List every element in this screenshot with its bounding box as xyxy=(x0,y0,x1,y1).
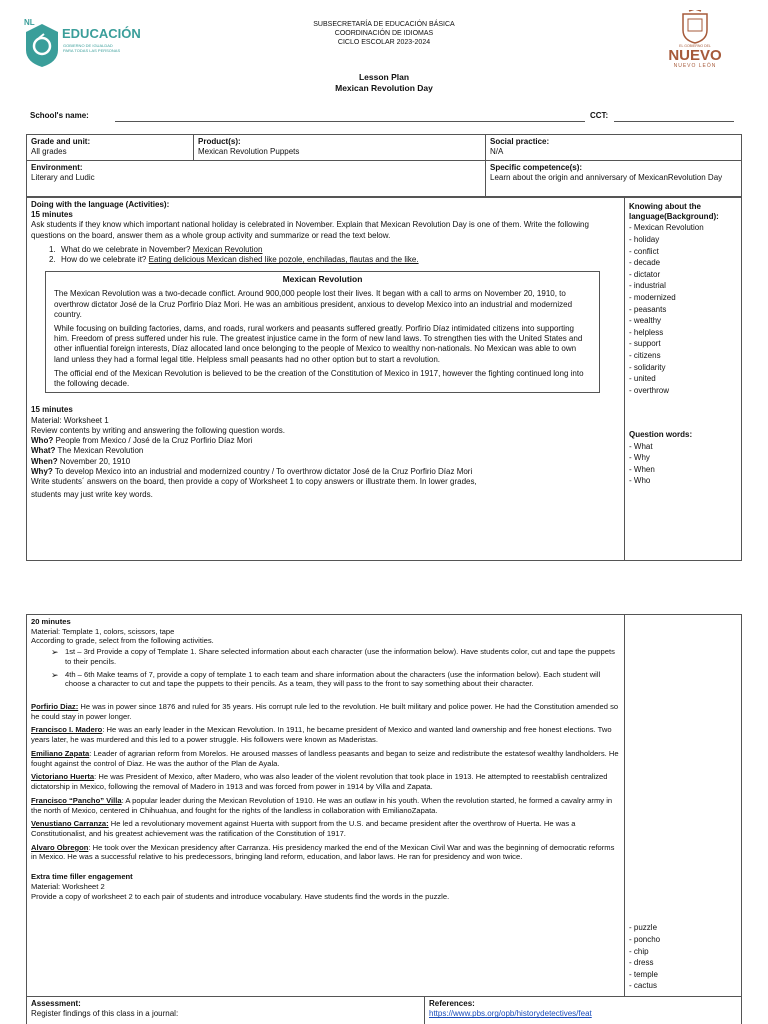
vocabulary-list-2 xyxy=(629,922,737,992)
character-name: Venustiano Carranza: xyxy=(31,819,109,829)
character-text: : He was an early leader in the Mexican Revolution. In 1911, he became president of Mexico and wanted land ownership and free honest elections. Two years later, he was murdered and this led to a power struggle. His followers were known as Maderistas. xyxy=(31,725,612,745)
header-line-1: SUBSECRETARÍA DE EDUCACIÓN BÁSICA xyxy=(313,21,455,28)
list-item: - dress xyxy=(629,958,654,968)
product-cell xyxy=(194,135,486,161)
review-text: Review contents by writing and answering the following question words. xyxy=(31,425,285,435)
when-answer: November 20, 1910 xyxy=(59,456,131,466)
social-cell xyxy=(486,135,742,161)
question-words-list xyxy=(629,441,737,487)
character-name: Emiliano Zapata xyxy=(31,748,90,758)
header-line-3: CICLO ESCOLAR 2023-2024 xyxy=(337,39,431,47)
header-line-2: COORDINACIÓN DE IDIOMAS xyxy=(334,30,434,38)
competence-label: Specific competence(s): xyxy=(490,163,583,172)
why-answer: To develop Mexico into an industrial and modernized country / To overthrow dictator José de la Cruz Porfirio Díaz Mori xyxy=(54,466,473,476)
page2-activities-cell xyxy=(27,615,625,997)
info-table xyxy=(26,134,742,197)
grade-label: Grade and unit: xyxy=(31,137,91,146)
what-line xyxy=(31,446,620,456)
list-item: - citizens xyxy=(629,351,661,360)
character-name: Porfirio Diaz: xyxy=(31,702,79,712)
arrow-bullet-icon: ➢ xyxy=(51,669,59,680)
question-2: How do we celebrate it? xyxy=(61,255,147,265)
activity-option-1: 1st – 3rd Provide a copy of Template 1. Share selected information about each character (use the information below). Have students color, cut and tape the puppets to their pencils. xyxy=(65,647,615,666)
assessment-cell xyxy=(27,997,425,1024)
who-line xyxy=(31,436,620,446)
school-name-field[interactable] xyxy=(115,121,585,122)
character-text: : He took over the Mexican presidency after Carranza. His presidency marked the end of the Mexican Civil War and was the beginning of democratic reforms in Mexico. He was a successful relative to his predecessors, bringing land reform, education, and labor laws. He ran for presidency and won twice. xyxy=(31,842,615,862)
list-item: - peasants xyxy=(629,304,667,314)
list-item: - Why xyxy=(629,453,650,463)
cct-field[interactable] xyxy=(614,121,734,122)
header-text xyxy=(250,20,518,47)
list-item: - poncho xyxy=(629,935,661,945)
time-2: 15 minutes xyxy=(31,405,73,415)
page-title xyxy=(250,72,518,95)
references-cell xyxy=(425,997,742,1024)
list-item: - Who xyxy=(629,476,651,486)
assessment-label: Assessment: xyxy=(31,999,81,1008)
character-bio xyxy=(31,749,620,768)
nuevo-leon-sub: NUEVO LEÓN xyxy=(673,63,717,70)
social-label: Social practice: xyxy=(490,137,550,146)
education-logo-text: EDUCACIÓN xyxy=(62,26,141,41)
material-2: Material: Template 1, colors, scissors, tape xyxy=(31,626,175,636)
question-1: What do we celebrate in November? xyxy=(61,244,191,254)
textbox-title: Mexican Revolution xyxy=(282,274,363,285)
title-line-2: Mexican Revolution Day xyxy=(335,83,433,94)
intro-text: Ask students if they know which important national holiday is celebrated in November. Explain that Mexican Revolution Day is one of them. Write the following questions on the board, answer them as a whole group activity and summarize or read the text below. xyxy=(31,220,589,240)
grade-value: All grades xyxy=(31,147,67,157)
list-item: - modernized xyxy=(629,293,676,303)
list-item: - What xyxy=(629,441,653,451)
who-label: Who? xyxy=(31,436,54,446)
write-text-2: students may just write key words. xyxy=(31,490,153,500)
assessment-table xyxy=(26,996,742,1024)
list-item xyxy=(31,647,620,666)
nuevo-leon-top-text: EL GOBIERNO DEL xyxy=(679,44,711,48)
list-item: - wealthy xyxy=(629,316,662,326)
activities-table xyxy=(26,197,742,561)
references-label: References: xyxy=(429,999,475,1008)
list-item: - temple xyxy=(629,969,658,979)
list-item: - conflict xyxy=(629,246,659,256)
character-text: He was in power since 1876 and ruled for 35 years. His corrupt rule led to the revolution. He built military and police power. He had the Constitution amended so he could stay in power longer. xyxy=(31,702,619,721)
vocabulary-list xyxy=(629,222,737,396)
character-bio xyxy=(31,702,620,721)
education-tagline-1: GOBIERNO DE IGUALDAD xyxy=(63,43,113,48)
page2-vocab-cell xyxy=(625,615,742,997)
grade-cell xyxy=(27,135,194,161)
character-bio xyxy=(31,819,620,838)
answer-2: Eating delicious Mexican dished like pozole, enchiladas, flautas and the like. xyxy=(148,255,419,265)
education-tagline-2: PARA TODAS LAS PERSONAS xyxy=(63,48,121,53)
list-item xyxy=(45,255,620,265)
character-name: Alvaro Obregon xyxy=(31,842,89,852)
list-item: - decade xyxy=(629,258,661,268)
material-3: Material: Worksheet 2 xyxy=(31,881,105,891)
list-number: 1. xyxy=(49,244,56,254)
when-label: When? xyxy=(31,456,58,466)
nuevo-leon-logo xyxy=(655,10,735,76)
why-label: Why? xyxy=(31,466,53,476)
character-bio xyxy=(31,796,620,815)
character-bio xyxy=(31,772,620,791)
when-line xyxy=(31,457,620,467)
product-label: Product(s): xyxy=(198,137,241,146)
list-item: - overthrow xyxy=(629,385,670,395)
character-text: : He was President of Mexico, after Madero, who was also leader of the violent revolution that took place in 1913. He attempted to reestablish centralized dictatorship in Mexico, following the removal of Madero in 1913 and was forced from power in 1914 by Villa and Zapata. xyxy=(31,772,608,792)
why-line xyxy=(31,467,620,477)
list-item: - support xyxy=(629,339,661,349)
list-item: - cactus xyxy=(629,981,658,991)
environment-cell xyxy=(27,161,486,197)
time-1: 15 minutes xyxy=(31,210,73,220)
character-text: He led a revolutionary movement against Huerta with support from the U.S. and became president after the overthrow of Huerta. He was a Constitutionalist, and his greatest achievement was the ratification of the Constitution of 1917. xyxy=(31,819,576,838)
nuevo-leon-name: NUEVO xyxy=(668,47,722,65)
environment-label: Environment: xyxy=(31,163,83,172)
question-words-heading: Question words: xyxy=(629,430,693,440)
list-item: - chip xyxy=(629,946,649,956)
textbox-paragraph: While focusing on building factories, dams, and roads, rural workers and peasants suffered greatly. Porfirio Díaz intimidated citizens into supporting him. Freedom of press suffered under his rule. The greatest injustice came in the form of new land laws. To strengthen ties with the United States and other influential foreign interests, Díaz allocated land once belonging to the people of Mexico to wealthy non-nationals. No Mexican was able to own land unless they had a formal legal title. Helpless small peasants had no other option but to start a revolution. xyxy=(54,323,583,364)
who-answer: People from Mexico / José de la Cruz Porfirio Díaz Mori xyxy=(55,436,253,446)
list-item: - puzzle xyxy=(629,923,658,933)
character-text: : Leader of agrarian reform from Morelos. He aroused masses of landless peasants and began to seize and redistribute the estatesof wealthy landholders. He fought against the control of Diaz. He was the author of the Plan de Ayala. xyxy=(31,748,619,768)
character-bio xyxy=(31,843,620,862)
page2-table xyxy=(26,614,742,997)
title-line-1: Lesson Plan xyxy=(358,72,410,82)
list-item: - Mexican Revolution xyxy=(629,223,704,233)
textbox-paragraph: The official end of the Mexican Revolution is believed to be the creation of the Constitution of Mexico in 1917, however the fighting continued long into the following decade. xyxy=(54,368,584,389)
list-item: - When xyxy=(629,464,655,474)
filler-heading: Extra time filler engagement xyxy=(31,872,133,882)
character-list xyxy=(31,702,620,862)
environment-value: Literary and Ludic xyxy=(31,173,95,183)
character-bio xyxy=(31,725,620,744)
list-item: - dictator xyxy=(629,269,661,279)
time-3: 20 minutes xyxy=(31,617,71,626)
competence-value: Learn about the origin and anniversary of MexicanRevolution Day xyxy=(490,173,723,183)
list-item xyxy=(31,670,620,689)
character-text: : A popular leader during the Mexican Revolution of 1910. He was an outlaw in his youth. When the revolution started, he formed a cavalry army in the north of Mexico, centered in Chihuahua, and fought for the rights of the landless in collaboration with EmilianoZapata. xyxy=(31,795,613,815)
education-logo xyxy=(22,20,162,70)
activities-heading: Doing with the language (Activities): xyxy=(31,200,170,209)
material-1: Material: Worksheet 1 xyxy=(31,415,109,425)
list-item: - helpless xyxy=(629,327,664,337)
write-text-1: Write students´ answers on the board, then provide a copy of Worksheet 1 to copy answers or illustrate them. In lower grades, xyxy=(31,477,477,487)
arrow-bullet-icon: ➢ xyxy=(51,647,59,658)
coat-of-arms-icon xyxy=(681,10,709,44)
background-heading: Knowing about the language(Background): xyxy=(629,202,719,222)
character-name: Francisco I. Madero xyxy=(31,725,103,735)
list-item: - solidarity xyxy=(629,362,666,372)
mexican-revolution-textbox xyxy=(45,271,600,393)
list-item xyxy=(45,245,620,255)
character-name: Victoriano Huerta xyxy=(31,772,95,782)
what-answer: The Mexican Revolution xyxy=(57,446,144,456)
social-value: N/A xyxy=(490,147,504,157)
activities-cell xyxy=(27,198,625,561)
product-value: Mexican Revolution Puppets xyxy=(198,147,300,157)
list-item: - industrial xyxy=(629,281,666,291)
activity-option-2: 4th – 6th Make teams of 7, provide a copy of template 1 to each team and share information about the characters (use the information below). Each student will choose a character to cut and tape the puppets to their pencils. As a team, they will pass to the front to say something about their character. xyxy=(65,669,601,689)
cct-label: CCT: xyxy=(590,111,609,120)
background-cell xyxy=(625,198,742,561)
assessment-text: Register findings of this class in a journal: xyxy=(31,1009,179,1019)
list-item: - holiday xyxy=(629,235,660,245)
list-number: 2. xyxy=(49,255,56,265)
filler-text: Provide a copy of worksheet 2 to each pair of students and introduce vocabulary. Have students find the words in the puzzle. xyxy=(31,891,450,901)
question-list xyxy=(31,245,620,265)
textbox-paragraph: The Mexican Revolution was a two-decade conflict. Around 900,000 people lost their lives. It began with a call to arms on November 20, 1910, to overthrow dictator José de la Cruz Porfirio Díaz Mori. He was an ambitious president, anxious to develop Mexico into an industrial and modernized country. xyxy=(54,289,573,319)
reference-link[interactable]: https://www.pbs.org/opb/historydetectives/feat xyxy=(429,1009,592,1019)
nl-logo-text: NL xyxy=(24,18,35,27)
what-label: What? xyxy=(31,446,56,456)
school-name-label: School's name: xyxy=(30,111,89,120)
competence-cell xyxy=(486,161,742,197)
character-name: Francisco “Pancho” Villa xyxy=(31,795,122,805)
according-text: According to grade, select from the following activities. xyxy=(31,636,214,646)
answer-1: Mexican Revolution xyxy=(192,244,263,254)
list-item: - united xyxy=(629,374,656,384)
